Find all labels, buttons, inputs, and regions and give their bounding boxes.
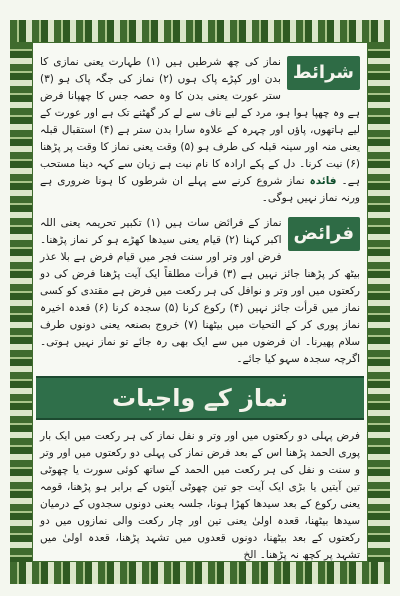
section-title-wajibat: نماز کے واجبات xyxy=(36,376,364,420)
section-faraiz xyxy=(40,215,360,368)
document-content xyxy=(40,54,361,561)
faraiz-text: نماز کے فرائض سات ہیں (۱) تکبیر تحریمہ یعنی اللہ اکبر کہنا (۲) قیام یعنی سیدھا کھڑے ہو کر نماز پڑھنا۔ فرض اور وتر اور سنت فجر میں قیام فرض ہے بلا عذر بیٹھ کر پڑھنا جائز نہیں ہے (۳) قرأت مطلقاً ایک آیت پڑھنا فرض کی دو رکعتوں میں اور وتر و نوافل کی ہر رکعت میں فرض ہے مقتدی کو کسی نماز میں قرأت جائز نہیں (۴) رکوع کرنا (۵) سجدہ کرنا (۶) قعدہ اخیرہ نماز پوری کر کے التحیات میں بیٹھنا (۷) خروج بصنعہ یعنی دونوں طرف سلام پھیرنا۔ xyxy=(40,217,361,348)
section-shart xyxy=(40,54,360,207)
section-title-shart: شرائط xyxy=(287,56,360,90)
fav-label: فائدہ xyxy=(309,175,337,187)
section-title-faraiz: فرائض xyxy=(288,217,360,251)
wajibat-text: فرض پہلی دو رکعتوں میں اور وتر و نفل نماز کی ہر رکعت میں ایک بار پوری الحمد پڑھنا اس کے بعد فرض نماز کی پہلی دو رکعتوں میں اور وتر و سنت و نفل کی ہر رکعت میں الحمد کے ساتھ کوئی سورت یا چھوٹی تین آیتیں یا بڑی ایک آیت جو تین چھوٹی آیتوں کے برابر ہو پڑھنا، قومہ یعنی رکوع کے بعد سیدھا کھڑا ہونا، جلسہ یعنی دونوں سجدوں کے درمیان سیدھا بیٹھنا، قعدہ اولیٰ یعنی تین اور چار رکعت والی نمازوں میں دو رکعتوں کے بعد بیٹھنا، دونوں قعدوں میں تشہد پڑھنا، قعدہ اولیٰ میں تشہد پر کچھ نہ پڑھنا۔ الخ xyxy=(40,430,360,561)
faraiz-extra: ان فرضوں میں سے ایک بھی رہ جائے تو نماز نہیں ہوتی۔ اگرچہ سجدہ سہو کیا جائے۔ xyxy=(40,336,360,365)
section-wajibat xyxy=(40,428,360,564)
fav-text: نماز شروع کرنے سے پہلے ان شرطوں کا ہونا ضروری ہے ورنہ نماز نہیں ہوگی۔ xyxy=(40,175,360,204)
shart-text: نماز کی چھ شرطیں ہیں (۱) طہارت یعنی نمازی کا بدن اور کپڑے پاک ہوں (۲) نماز کی جگہ پاک ہو (۳) ستر عورت یعنی بدن کا وہ حصہ جس کا چھپانا فرض ہے وہ چھپا ہوا ہو، مرد کے لیے ناف سے لے کر گھٹنے تک ہے اور عورت کے لیے ہاتھوں، پاؤں اور چہرہ کے علاوہ سارا بدن ستر ہے (۴) استقبال قبلہ یعنی منہ اور سینہ قبلہ کی طرف ہو (۵) وقت یعنی نماز کا وقت پر پڑھنا (۶) نیت کرنا۔ دل کے پکے ارادہ کا نام نیت ہے زبان سے کہہ دینا مستحب ہے۔ xyxy=(40,56,361,187)
